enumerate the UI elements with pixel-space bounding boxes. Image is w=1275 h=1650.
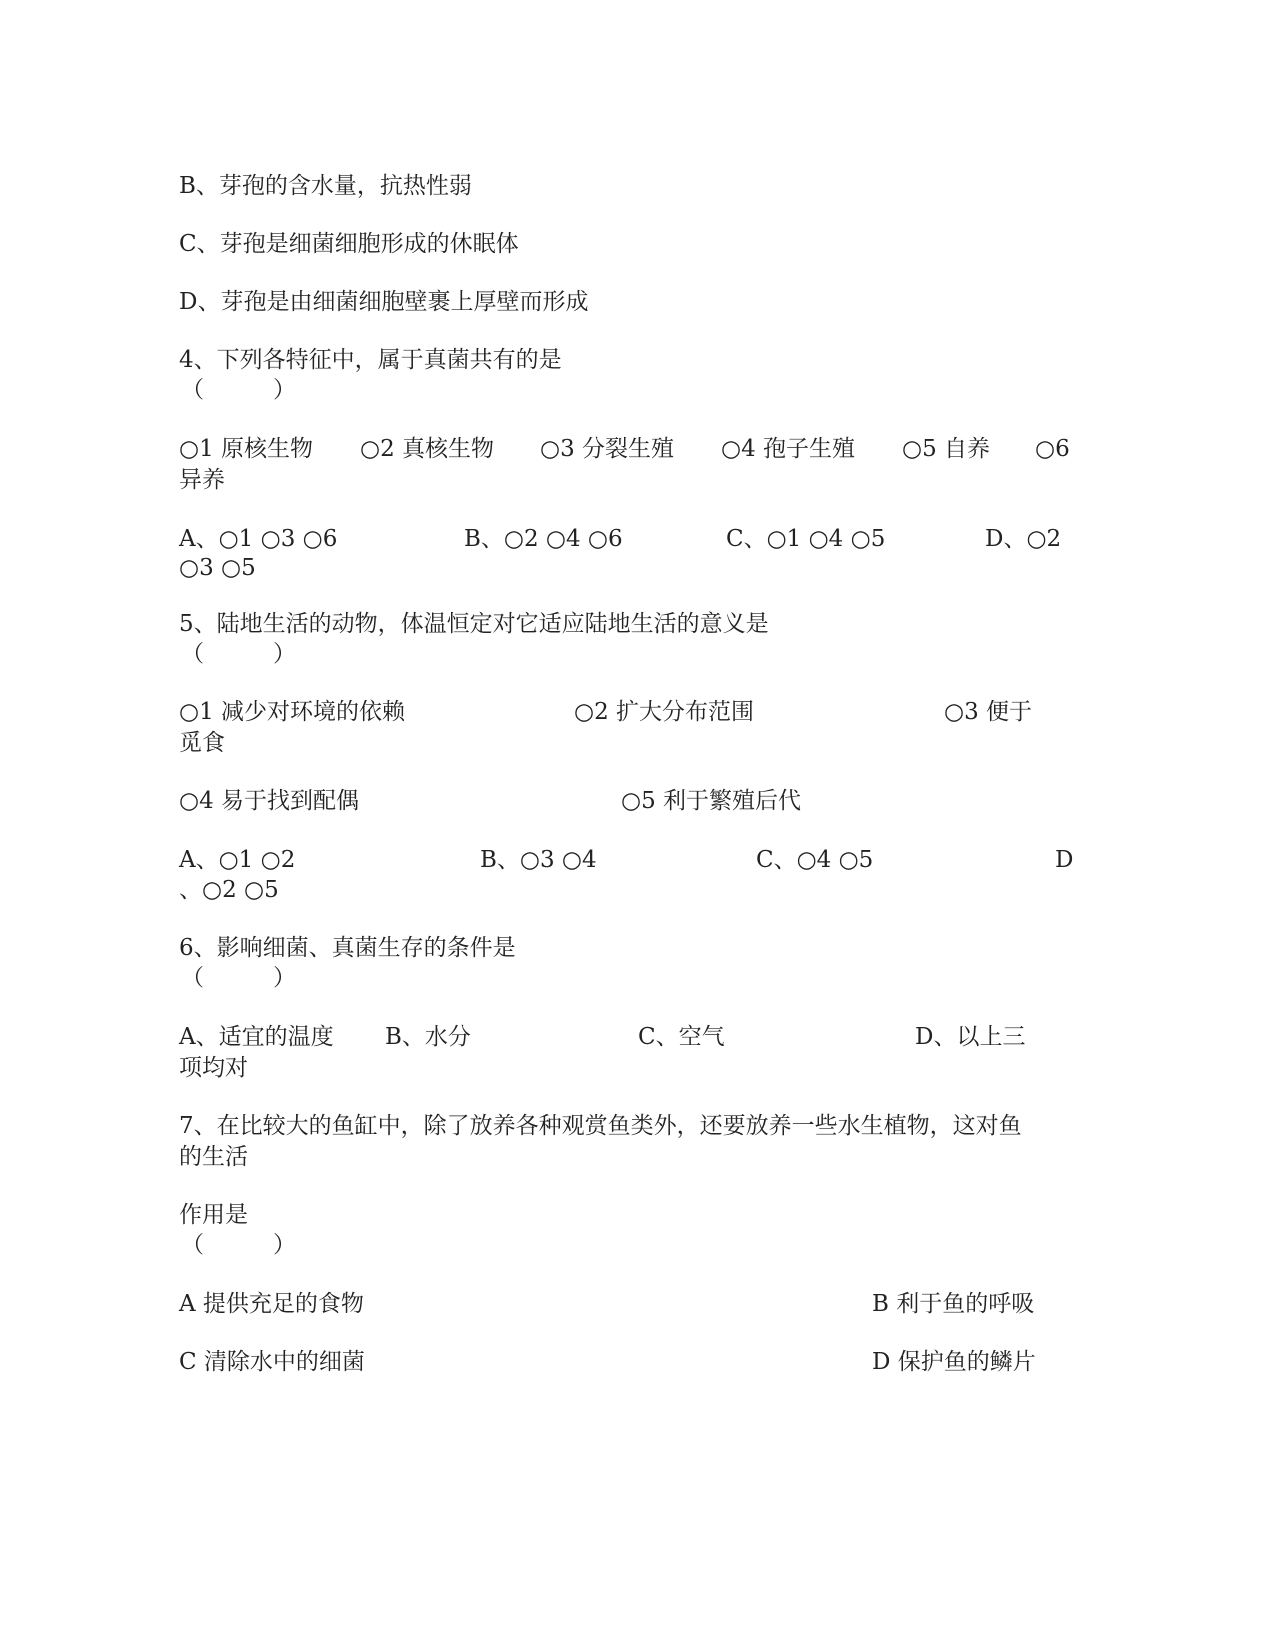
q3-option-d: D、芽孢是由细菌细胞壁裹上厚壁而形成 — [179, 289, 589, 315]
q5-option-b: B、○3 ○4 — [480, 847, 597, 873]
q5-option-c: C、○4 ○5 — [756, 847, 874, 873]
q4-item-6-cont: 异养 — [179, 467, 225, 493]
q7-option-c: C 清除水中的细菌 — [179, 1349, 365, 1375]
q6-option-c: C、空气 — [638, 1024, 725, 1050]
q3-option-c: C、芽孢是细菌细胞形成的休眠体 — [179, 231, 519, 257]
q5-item-5: ○5 利于繁殖后代 — [621, 788, 802, 814]
q7-option-a: A 提供充足的食物 — [179, 1291, 364, 1317]
q4-option-d: D、○2 — [985, 526, 1062, 552]
q5-option-a: A、○1 ○2 — [179, 847, 296, 873]
q4-option-c: C、○1 ○4 ○5 — [726, 526, 886, 552]
q6-option-b: B、水分 — [385, 1024, 471, 1050]
q5-stem: 5、陆地生活的动物，体温恒定对它适应陆地生活的意义是 — [179, 611, 769, 637]
q4-item-5: ○5 自养 — [902, 436, 991, 462]
q5-item-3-cont: 觅食 — [179, 730, 225, 756]
q6-answer-bracket: （ ） — [181, 965, 296, 991]
q5-item-1: ○1 减少对环境的依赖 — [179, 699, 406, 725]
q5-item-3: ○3 便于 — [944, 699, 1033, 725]
q4-item-4: ○4 孢子生殖 — [721, 436, 856, 462]
q7-stem-line-1: 7、在比较大的鱼缸中，除了放养各种观赏鱼类外，还要放养一些水生植物，这对鱼 — [179, 1113, 1022, 1139]
q5-answer-bracket: （ ） — [181, 641, 296, 667]
q4-item-1: ○1 原核生物 — [179, 436, 314, 462]
q7-stem-line-3: 作用是 — [179, 1202, 248, 1228]
q6-option-d: D、以上三 — [915, 1024, 1026, 1050]
q4-option-a: A、○1 ○3 ○6 — [179, 526, 338, 552]
q4-item-6: ○6 — [1035, 436, 1070, 462]
q7-answer-bracket: （ ） — [181, 1232, 296, 1258]
q4-item-3: ○3 分裂生殖 — [540, 436, 675, 462]
q4-item-2: ○2 真核生物 — [360, 436, 495, 462]
q4-stem: 4、下列各特征中，属于真菌共有的是 — [179, 347, 562, 373]
q4-option-b: B、○2 ○4 ○6 — [464, 526, 623, 552]
q7-option-d: D 保护鱼的鳞片 — [872, 1349, 1036, 1375]
q5-item-2: ○2 扩大分布范围 — [574, 699, 755, 725]
q7-stem-line-2: 的生活 — [179, 1144, 248, 1170]
q5-option-d: D — [1055, 847, 1074, 873]
q6-stem: 6、影响细菌、真菌生存的条件是 — [179, 935, 516, 961]
q7-option-b: B 利于鱼的呼吸 — [872, 1291, 1035, 1317]
q6-option-d-cont: 项均对 — [179, 1055, 248, 1081]
q3-option-b: B、芽孢的含水量，抗热性弱 — [179, 173, 472, 199]
q5-item-4: ○4 易于找到配偶 — [179, 788, 360, 814]
q6-option-a: A、适宜的温度 — [179, 1024, 334, 1050]
q4-answer-bracket: （ ） — [181, 377, 296, 403]
q5-option-d-cont: 、○2 ○5 — [179, 877, 279, 903]
q4-option-d-cont: ○3 ○5 — [179, 555, 256, 581]
